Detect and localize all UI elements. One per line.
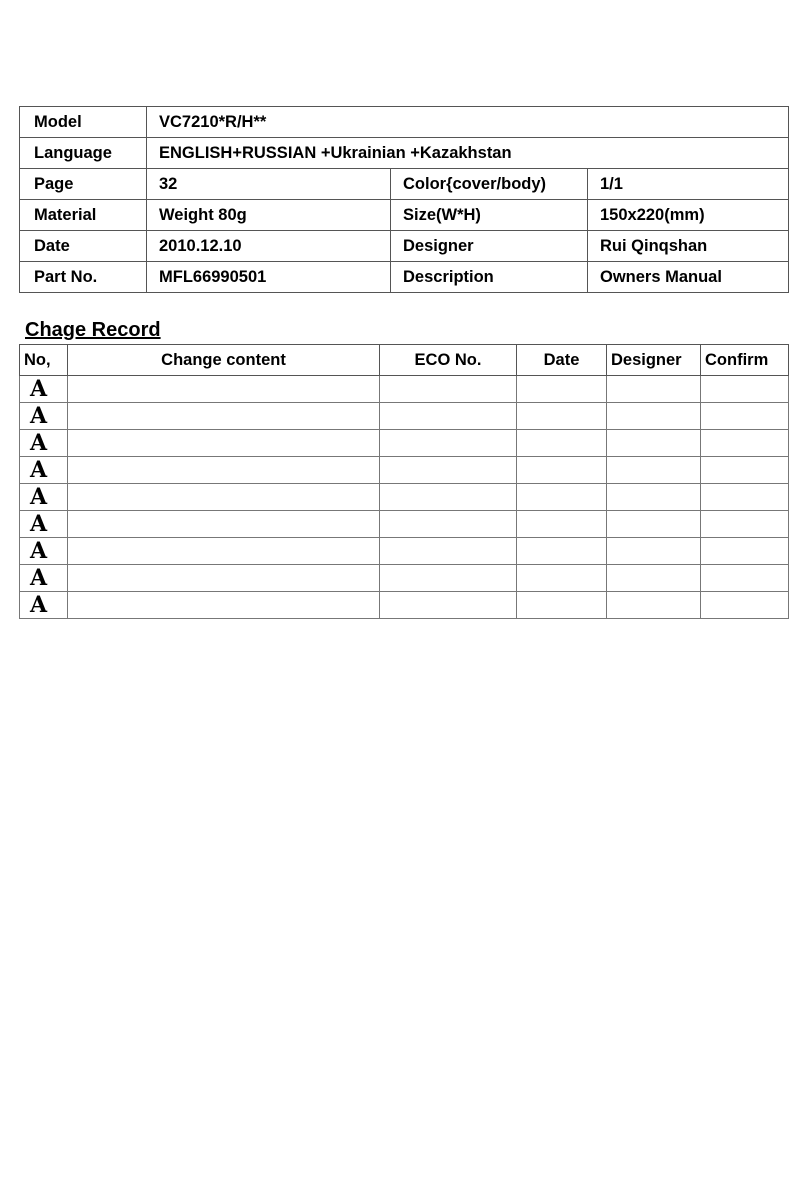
description-value: Owners Manual [588, 262, 789, 293]
spec-row-language [20, 138, 789, 169]
partno-label: Part No. [20, 262, 147, 293]
revision-cell: A [20, 457, 68, 484]
header-no: No, [20, 345, 68, 376]
designer-cell [607, 565, 701, 592]
revision-cell: A [20, 592, 68, 619]
designer-cell [607, 511, 701, 538]
revision-cell: A [20, 565, 68, 592]
header-eco-no: ECO No. [380, 345, 517, 376]
confirm-cell [701, 403, 789, 430]
spec-table [19, 106, 789, 293]
page-value: 32 [147, 169, 391, 200]
page-label: Page [20, 169, 147, 200]
revision-cell: A [20, 376, 68, 403]
change-content-cell [68, 592, 380, 619]
eco-no-cell [380, 376, 517, 403]
designer-cell [607, 403, 701, 430]
revision-cell: A [20, 538, 68, 565]
size-value: 150x220(mm) [588, 200, 789, 231]
table-row [20, 484, 789, 511]
change-record-title: Chage Record [25, 319, 161, 341]
header-date: Date [517, 345, 607, 376]
date-cell [517, 538, 607, 565]
revision-cell: A [20, 403, 68, 430]
table-row [20, 457, 789, 484]
description-label: Description [391, 262, 588, 293]
eco-no-cell [380, 592, 517, 619]
confirm-cell [701, 430, 789, 457]
designer-cell [607, 538, 701, 565]
change-content-cell [68, 403, 380, 430]
date-cell [517, 430, 607, 457]
material-value: Weight 80g [147, 200, 391, 231]
change-content-cell [68, 430, 380, 457]
designer-cell [607, 457, 701, 484]
header-designer: Designer [607, 345, 701, 376]
table-row [20, 430, 789, 457]
designer-value: Rui Qinqshan [588, 231, 789, 262]
date-value: 2010.12.10 [147, 231, 391, 262]
revision-cell: A [20, 430, 68, 457]
change-content-cell [68, 376, 380, 403]
table-row [20, 376, 789, 403]
date-cell [517, 565, 607, 592]
size-label: Size(W*H) [391, 200, 588, 231]
table-row [20, 592, 789, 619]
designer-cell [607, 592, 701, 619]
confirm-cell [701, 457, 789, 484]
language-label: Language [20, 138, 147, 169]
eco-no-cell [380, 457, 517, 484]
confirm-cell [701, 484, 789, 511]
revision-cell: A [20, 484, 68, 511]
partno-value: MFL66990501 [147, 262, 391, 293]
date-cell [517, 511, 607, 538]
confirm-cell [701, 565, 789, 592]
table-row [20, 511, 789, 538]
table-row [20, 538, 789, 565]
designer-label: Designer [391, 231, 588, 262]
confirm-cell [701, 511, 789, 538]
confirm-cell [701, 592, 789, 619]
change-content-cell [68, 511, 380, 538]
eco-no-cell [380, 565, 517, 592]
spec-row-date [20, 231, 789, 262]
designer-cell [607, 484, 701, 511]
header-change-content: Change content [68, 345, 380, 376]
language-value: ENGLISH+RUSSIAN +Ukrainian +Kazakhstan [147, 138, 789, 169]
date-cell [517, 403, 607, 430]
spec-row-material [20, 200, 789, 231]
spec-row-page [20, 169, 789, 200]
confirm-cell [701, 538, 789, 565]
date-cell [517, 592, 607, 619]
change-content-cell [68, 457, 380, 484]
table-row [20, 403, 789, 430]
header-confirm: Confirm [701, 345, 789, 376]
designer-cell [607, 376, 701, 403]
eco-no-cell [380, 511, 517, 538]
designer-cell [607, 430, 701, 457]
model-label: Model [20, 107, 147, 138]
model-value: VC7210*R/H** [147, 107, 789, 138]
color-value: 1/1 [588, 169, 789, 200]
change-record-header [20, 345, 789, 376]
date-cell [517, 457, 607, 484]
eco-no-cell [380, 484, 517, 511]
date-label: Date [20, 231, 147, 262]
spec-row-partno [20, 262, 789, 293]
eco-no-cell [380, 403, 517, 430]
eco-no-cell [380, 538, 517, 565]
change-content-cell [68, 538, 380, 565]
table-row [20, 565, 789, 592]
color-label: Color{cover/body) [391, 169, 588, 200]
material-label: Material [20, 200, 147, 231]
date-cell [517, 376, 607, 403]
change-record-table [19, 344, 789, 619]
revision-cell: A [20, 511, 68, 538]
date-cell [517, 484, 607, 511]
eco-no-cell [380, 430, 517, 457]
change-content-cell [68, 484, 380, 511]
change-content-cell [68, 565, 380, 592]
spec-row-model [20, 107, 789, 138]
confirm-cell [701, 376, 789, 403]
